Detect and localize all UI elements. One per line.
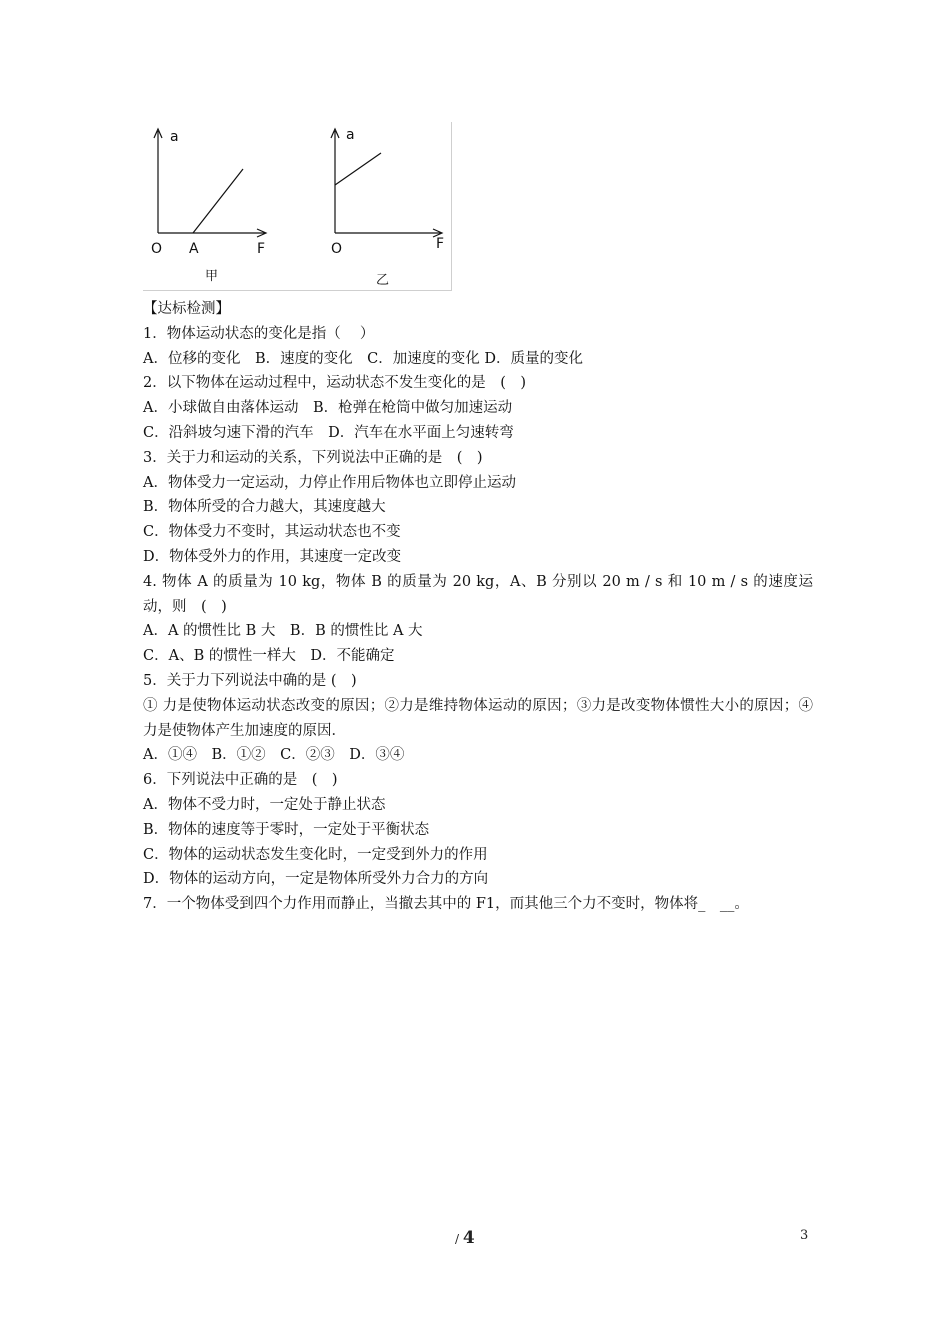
text-line: A．A 的惯性比 B 大 B．B 的惯性比 A 大 — [143, 623, 423, 640]
text-line: C．沿斜坡匀速下滑的汽车 D．汽车在水平面上匀速转弯 — [143, 424, 514, 441]
page-total: 4 — [462, 1228, 475, 1248]
text-line: 6．下列说法中正确的是 ( ) — [143, 772, 338, 789]
graph-jia-caption: 甲 — [205, 269, 219, 284]
text-line: 1．物体运动状态的变化是指（ ） — [143, 325, 375, 342]
page-number: 3 — [800, 1228, 809, 1243]
graph-yi-caption: 乙 — [376, 273, 390, 288]
section-title: 【达标检测】 — [143, 301, 230, 317]
question-4: 4. 物体 A 的质量为 10 kg，物体 B 的质量为 20 kg，A、B 分别以 20 m / s 和 10 m / s 的速度运动，则 ( ) — [143, 573, 813, 615]
text-line: A．物体受力一定运动，力停止作用后物体也立即停止运动 — [143, 474, 516, 491]
text-line: C．A、B 的惯性一样大 D．不能确定 — [143, 648, 395, 665]
page-count — [455, 1228, 475, 1248]
text-line: A．物体不受力时，一定处于静止状态 — [143, 796, 386, 813]
text-line: A．小球做自由落体运动 B．枪弹在枪筒中做匀加速运动 — [143, 400, 513, 417]
text-line: 5．关于力下列说法中确的是 ( ) — [143, 672, 357, 689]
graph-jia-axis-a: a — [170, 129, 179, 145]
question-5-statement: ① 力是使物体运动状态改变的原因；②力是维持物体运动的原因；③力是改变物体惯性大小的原因；④力是使物体产生加速度的原因． — [143, 697, 813, 739]
graph-yi — [331, 127, 444, 288]
graph-jia-origin: O — [151, 241, 163, 257]
text-line: B．物体的速度等于零时，一定处于平衡状态 — [143, 821, 430, 838]
text-line: C．物体的运动状态发生变化时，一定受到外力的作用 — [143, 846, 488, 863]
graph-jia-axis-f: F — [257, 241, 266, 257]
graph-jia-point-a: A — [189, 241, 199, 257]
graph-yi-line — [335, 153, 381, 185]
graph-yi-axis-f: F — [436, 236, 445, 252]
graph-jia — [151, 129, 266, 284]
question-7: 7．一个物体受到四个力作用而静止，当撤去其中的 F1，而其他三个力不变时，物体将_ __。 — [143, 896, 749, 913]
text-line: D．物体的运动方向，一定是物体所受外力合力的方向 — [143, 871, 489, 888]
graph-yi-axis-a: a — [346, 127, 355, 143]
text-line: A．位移的变化 B．速度的变化 C．加速度的变化 D．质量的变化 — [143, 350, 583, 367]
graph-yi-origin: O — [331, 241, 343, 257]
text-line: C．物体受力不变时，其运动状态也不变 — [143, 524, 401, 541]
text-line: 3．关于力和运动的关系，下列说法中正确的是 ( ) — [143, 449, 483, 466]
graphs-svg — [143, 122, 451, 290]
text-line: B．物体所受的合力越大，其速度越大 — [143, 499, 386, 516]
text-line: 2．以下物体在运动过程中，运动状态不发生变化的是 ( ) — [143, 375, 527, 392]
force-acceleration-figure — [143, 122, 452, 291]
graph-jia-line — [193, 169, 243, 233]
text-line: D．物体受外力的作用，其速度一定改变 — [143, 548, 402, 565]
exercise-content — [143, 297, 813, 917]
text-line: A．①④ B．①② C．②③ D．③④ — [143, 747, 405, 764]
page-count-slash: / — [455, 1232, 463, 1246]
